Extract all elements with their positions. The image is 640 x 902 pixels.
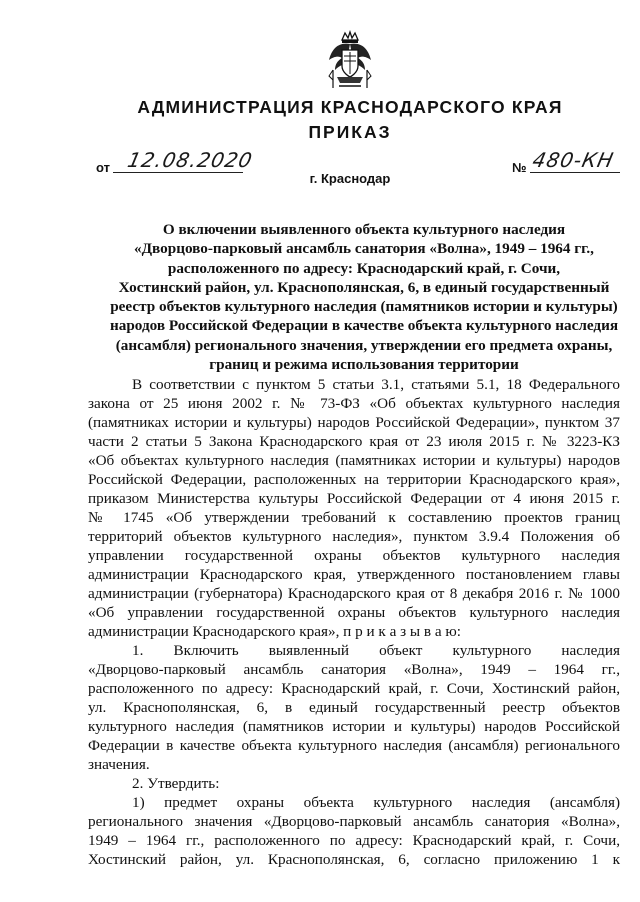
handwritten-date: 12.08.2020 [125, 148, 256, 172]
body-line: расположенного по адресу: Краснодарский край, г. Сочи, Хостинский район, [88, 680, 620, 697]
body-line: закона от 25 июня 2002 г. № 73-ФЗ «Об объектах культурного наследия [88, 395, 620, 412]
body-line: «Дворцово-парковый ансамбль санатория «Волна», 1949 – 1964 гг., [88, 661, 620, 678]
body-line: «Об управлении государственной охраны объектов культурного наследия [88, 604, 620, 621]
title-line: границ и режима использования территории [209, 356, 519, 374]
number-prefix: № [512, 160, 527, 175]
coat-of-arms-icon [327, 30, 373, 92]
body-line: ул. Краснополянская, 6, в единый государственный реестр объектов [88, 699, 620, 716]
title-line: расположенного по адресу: Краснодарский край, г. Сочи, [167, 259, 561, 277]
body-line: территорий объектов культурного наследия», пунктом 3.9.4 Положения об [88, 528, 620, 545]
body-line: значения. [88, 756, 150, 773]
body-line: приказом Министерства культуры Российской Федерации от 4 июня 2015 г. [88, 490, 620, 507]
date-prefix: от [96, 160, 110, 175]
title-line: Хостинский район, ул. Краснополянская, 6, в единый государственный [118, 278, 610, 296]
title-line: (ансамбля) регионального значения, утверждении его предмета охраны, [115, 336, 613, 354]
body-line: «Об объектах культурного наследия (памятниках истории и культуры) народов [88, 452, 620, 469]
body-line: Федерации в качестве объекта культурного наследия (ансамбля) регионального [88, 737, 620, 754]
document-body [88, 375, 620, 869]
body-line: В соответствии с пунктом 5 статьи 3.1, статьями 5.1, 18 Федерального [132, 376, 620, 393]
body-line: 1. Включить выявленный объект культурного наследия [132, 642, 620, 659]
body-line: 1) предмет охраны объекта культурного наследия (ансамбля) [132, 794, 620, 811]
organization-name: АДМИНИСТРАЦИЯ КРАСНОДАРСКОГО КРАЯ [137, 97, 563, 117]
body-line: Хостинский район, ул. Краснополянская, 6, согласно приложению 1 к [88, 851, 620, 868]
title-line: «Дворцово-парковый ансамбль санатория «Волна», 1949 – 1964 гг., [134, 240, 594, 258]
body-line: (памятниках истории и культуры) народов Российской Федерации», пунктом 37 [88, 414, 620, 431]
city: г. Краснодар [309, 171, 391, 186]
title-line: О включении выявленного объекта культурного наследия [162, 221, 566, 238]
body-line: регионального значения «Дворцово-парковый ансамбль санатория «Волна», [88, 813, 620, 830]
body-line: культурного наследия (памятников истории и культуры) народов Российской [88, 718, 620, 735]
body-line: № 1745 «Об утверждении требований к составлению проектов границ [88, 509, 620, 526]
body-line: Российской Федерации, расположенных на территории Краснодарского края», [88, 471, 620, 488]
document-type: ПРИКАЗ [308, 122, 392, 142]
body-line: управлении государственной охраны объектов культурного наследия [88, 547, 620, 564]
document-title [110, 220, 618, 374]
body-line: администрации Краснодарского края, утвержденного постановлением главы [88, 566, 620, 583]
title-line: реестр объектов культурного наследия (памятников истории и культуры) [110, 298, 618, 316]
body-line: администрации (губернатора) Краснодарского края от 8 декабря 2016 г. № 1000 [88, 585, 620, 602]
handwritten-number: 480-КН [530, 148, 617, 172]
body-line: части 2 статьи 5 Закона Краснодарского края от 23 июля 2015 г. № 3223-КЗ [88, 433, 620, 450]
body-line: администрации Краснодарского края», п р и к а з ы в а ю: [88, 623, 461, 640]
body-line: 2. Утвердить: [132, 775, 220, 792]
body-line: 1949 – 1964 гг., расположенного по адресу: Краснодарский край, г. Сочи, [88, 832, 620, 849]
title-line: народов Российской Федерации в качестве объекта культурного наследия [110, 317, 619, 335]
